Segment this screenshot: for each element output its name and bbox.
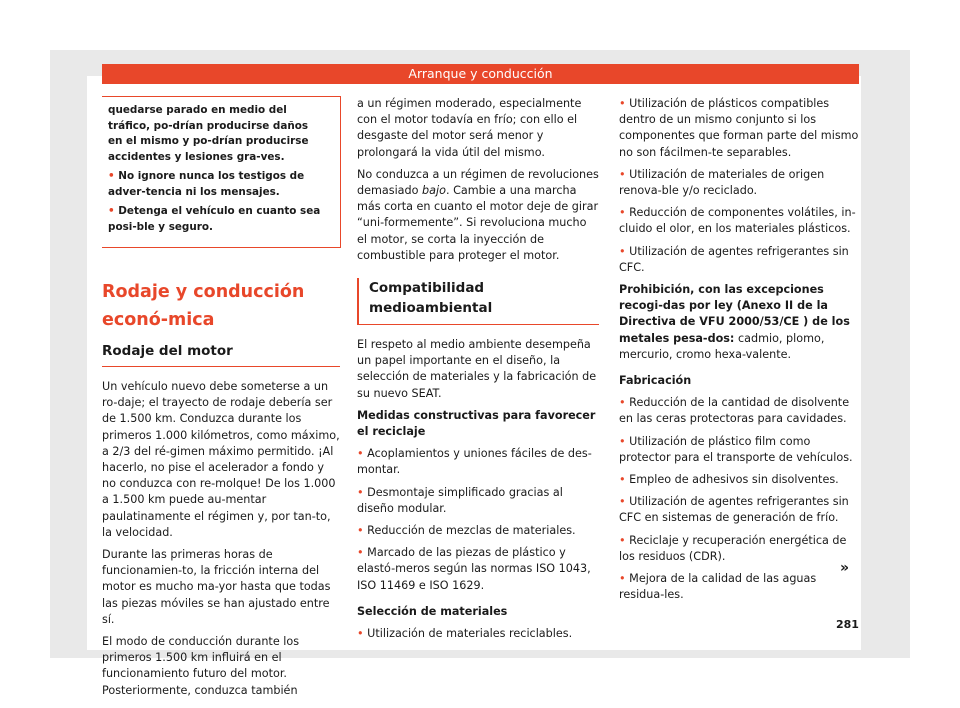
bullet-icon: • (357, 524, 364, 538)
subheading: Medidas constructivas para favorecer el reciclaje (357, 408, 596, 439)
list-item: • Utilización de agentes refrigerantes sin CFC. (619, 244, 849, 274)
list-item: • Reducción de la cantidad de disolvente en las ceras protectoras para cavidades. (619, 396, 850, 426)
bullet-icon: • (619, 244, 626, 258)
bullet-icon: • (619, 495, 626, 509)
bullet-list (619, 96, 859, 276)
section-heading: Rodaje y conducción econó-mica (102, 282, 305, 330)
list-item: • Reducción de componentes volátiles, in-cluido el olor, en los materiales plásticos. (619, 206, 856, 236)
list-item: • Utilización de plástico film como protector para el transporte de vehículos. (619, 434, 853, 464)
bullet-icon: • (357, 447, 364, 461)
list-item: • Acoplamientos y uniones fáciles de des-montar. (357, 447, 592, 477)
bullet-list (619, 395, 859, 603)
warning-item: • Detenga el vehículo en cuanto sea posi-ble y seguro. (108, 205, 321, 233)
bullet-icon: • (619, 167, 626, 181)
continue-marker: » (840, 560, 850, 576)
column-middle (357, 96, 599, 648)
list-item: • Reciclaje y recuperación energética de los residuos (CDR). (619, 533, 847, 563)
bullet-icon: • (357, 546, 364, 560)
bullet-icon: • (619, 206, 626, 220)
list-item: • Utilización de plásticos compatibles dentro de un mismo conjunto si los componentes que forman parte del mismo no son fácilmen-te separables. (619, 97, 859, 159)
bullet-icon: • (619, 396, 626, 410)
warning-item: • No ignore nunca los testigos de adver-tencia ni los mensajes. (108, 170, 305, 198)
bullet-icon: • (619, 572, 626, 586)
list-item: • Utilización de materiales reciclables. (357, 627, 573, 641)
bullet-icon: • (108, 170, 115, 182)
bullet-list (357, 626, 599, 642)
list-item: • Empleo de adhesivos sin disolventes. (619, 473, 839, 487)
paragraph: Durante las primeras horas de funcionamien-to, la fricción interna del motor es mucho ma-yor hasta que todas las piezas móviles se han ajustado entre sí. (102, 548, 331, 626)
list-item: • Marcado de las piezas de plástico y elastó-meros según las normas ISO 1043, ISO 11469 e ISO 1629. (357, 546, 591, 592)
list-item: • Desmontaje simplificado gracias al diseño modular. (357, 485, 563, 515)
column-right (619, 96, 859, 609)
subheading: Selección de materiales (357, 604, 508, 618)
subsection-heading: Rodaje del motor (102, 342, 340, 367)
list-item: • Mejora de la calidad de las aguas residua-les. (619, 572, 817, 602)
column-left (102, 96, 340, 705)
paragraph: El respeto al medio ambiente desempeña un papel importante en el diseño, la selección de materiales y la fabricación de su nuevo SEAT. (357, 338, 597, 400)
bullet-icon: • (108, 205, 115, 217)
chapter-header (102, 64, 859, 84)
paragraph: Prohibición, con las excepciones recogi-das por ley (Anexo II de la Directiva de VFU 2000/53/CE ) de los metales pesa-dos: cadmio, plomo, mercurio, cromo hexa-valente. (619, 283, 850, 361)
bullet-icon: • (619, 533, 626, 547)
list-item: • Utilización de agentes refrigerantes sin CFC en sistemas de generación de frío. (619, 495, 849, 525)
section-heading-environment: Compatibilidad medioambiental (357, 278, 599, 325)
subheading: Fabricación (619, 374, 692, 388)
paragraph: No conduzca a un régimen de revoluciones demasiado bajo. Cambie a una marcha más corta en cuanto el motor deje de girar “uni-formemente”. Si revoluciona mucho el motor, se corta la inyección de combustible para proteger el motor. (357, 167, 599, 262)
bullet-list (357, 446, 599, 594)
page-number: 281 (836, 618, 859, 631)
bullet-icon: • (357, 485, 364, 499)
list-item: • Utilización de materiales de origen renova-ble y/o reciclado. (619, 167, 825, 198)
bullet-icon: • (357, 627, 364, 641)
list-item: • Reducción de mezclas de materiales. (357, 524, 576, 538)
bullet-icon: • (619, 434, 626, 448)
warning-text: quedarse parado en medio del tráfico, po-drían producirse daños en el mismo y po-drían producirse accidentes y lesiones gra-ves. (108, 104, 309, 163)
bullet-icon: • (619, 97, 626, 110)
chapter-title: Arranque y conducción (408, 66, 553, 81)
warning-box (102, 96, 341, 248)
paragraph: El modo de conducción durante los primeros 1.500 km influirá en el funcionamiento futuro del motor. Posteriormente, conduzca también (102, 635, 300, 697)
paragraph: a un régimen moderado, especialmente con el motor todavía en frío; con ello el desgaste del motor será menor y prolongará la vida útil del mismo. (357, 97, 582, 159)
bullet-icon: • (619, 473, 626, 487)
paragraph: Un vehículo nuevo debe someterse a un ro-daje; el trayecto de rodaje debería ser de 1.500 km. Conduzca durante los primeros 1.000 kilómetros, como máximo, a 2/3 del ré-gimen máximo permitido. ¡Al hacerlo, no pise el acelerador a fondo y no conduzca con re-molque! De los 1.000 a 1.500 km puede au-mentar paulatinamente el régimen y, por tan-to, la velocidad. (102, 380, 340, 539)
